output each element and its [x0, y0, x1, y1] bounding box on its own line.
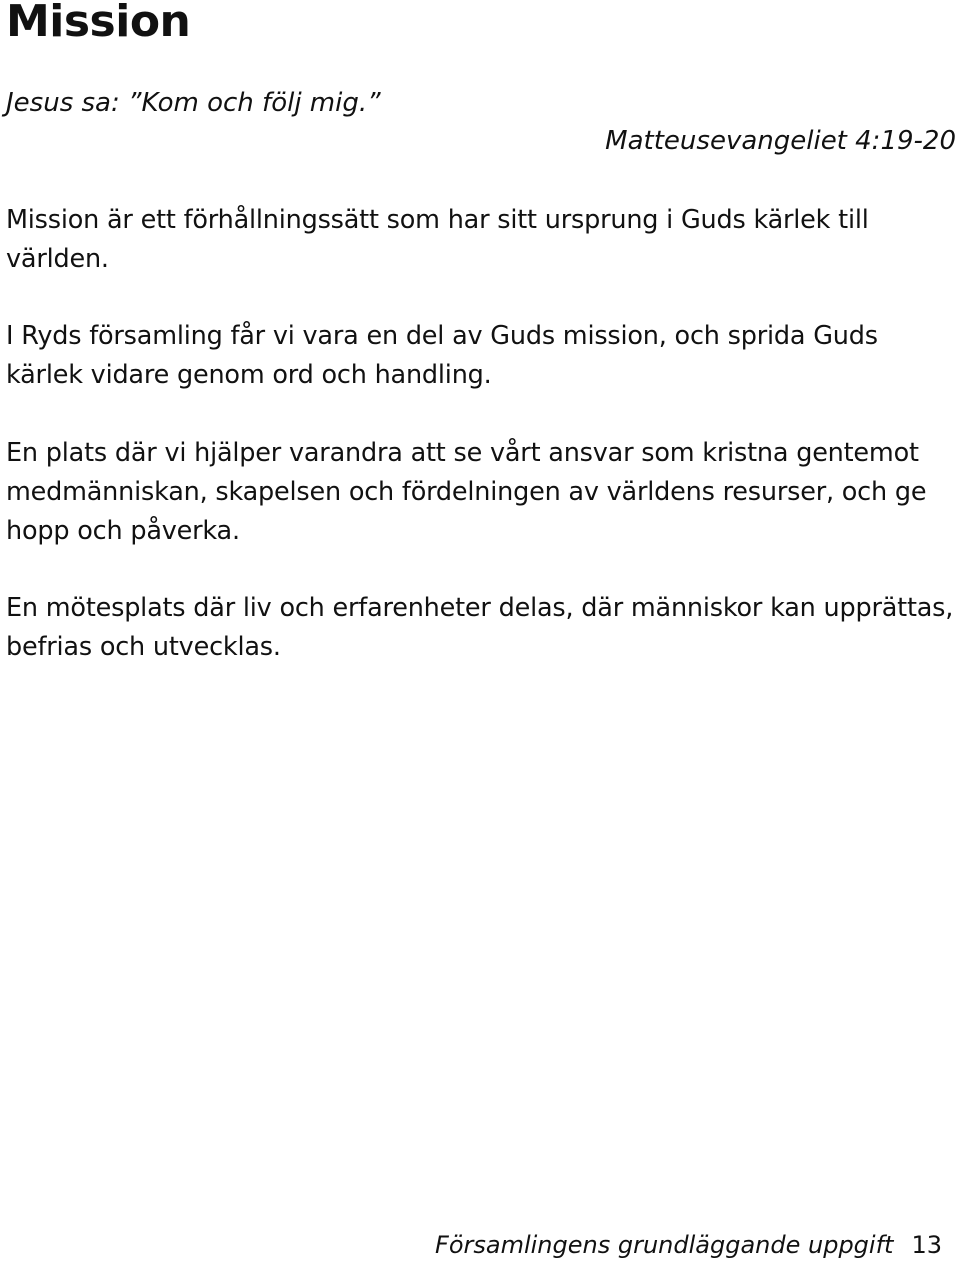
page-title: Mission	[6, 0, 191, 47]
paragraph-meeting-place: En mötesplats där liv och erfarenheter delas, där människor kan upprättas, befrias och utvecklas.	[6, 593, 954, 662]
paragraph-responsibility: En plats där vi hjälper varandra att se vårt ansvar som kristna gentemot medmänniskan, skapelsen och fördelningen av världens resurser, och ge hopp och påverka.	[6, 438, 927, 546]
footer-section-title: Församlingens grundläggande uppgift	[435, 1231, 894, 1259]
bible-quote-reference: Matteusevangeliet 4:19-20	[605, 126, 956, 156]
page-footer	[435, 1227, 942, 1263]
paragraph-mission-definition: Mission är ett förhållningssätt som har sitt ursprung i Guds kärlek till världen.	[6, 205, 869, 274]
paragraph-ryds-parish: I Ryds församling får vi vara en del av Guds mission, och sprida Guds kärlek vidare genom ord och handling.	[6, 321, 878, 390]
bible-quote: Jesus sa: ”Kom och följ mig.”	[6, 88, 381, 118]
page-number: 13	[911, 1231, 942, 1259]
